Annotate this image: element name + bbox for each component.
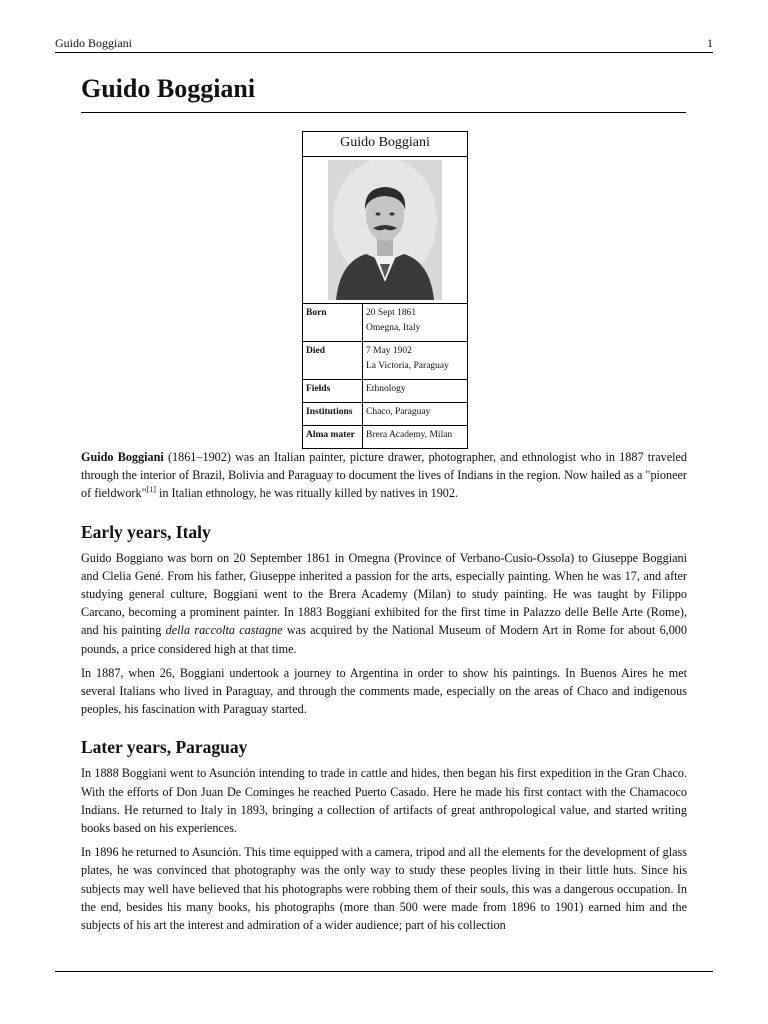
intro-paragraph (81, 448, 687, 503)
page-number: 1 (707, 36, 713, 50)
section-heading-early-years: Early years, Italy (81, 521, 211, 542)
infobox-value (363, 342, 467, 379)
infobox-label: Fields (303, 380, 363, 402)
early-paragraph-1 (81, 549, 687, 658)
infobox-value (363, 304, 467, 341)
infobox-row-died (303, 342, 467, 380)
early-text-b: was acquired by the National Museum of Modern Art in Rome for about 6,000 pounds, a price considered high at that time. (81, 623, 687, 656)
infobox (302, 131, 468, 449)
infobox-label: Alma mater (303, 426, 363, 448)
institutions-value[interactable]: Chaco, Paraguay (366, 407, 431, 417)
footer-divider (55, 971, 713, 972)
alma-mater-value[interactable]: Brera Academy, Milan (366, 430, 453, 440)
died-place: La Victoria, Paraguay (366, 361, 449, 371)
infobox-row-alma-mater (303, 426, 467, 448)
infobox-label: Institutions (303, 403, 363, 425)
early-paragraph-2: In 1887, when 26, Boggiani undertook a journey to Argentina in order to show his paintings. In Buenos Aires he met several Italians who lived in Paraguay, and through the comments made, especially on the areas of Chaco and indigenous peoples, his fascination with Paraguay started. (81, 665, 687, 717)
later-paragraph-1: In 1888 Boggiani went to Asunción intending to trade in cattle and hides, then began his first expedition in the Gran Chaco. With the efforts of Don Juan De Cominges he reached Puerto Casado. Here he made his first contact with the Chamacoco Indians. He returned to Italy in 1893, bringing a collection of artifacts of great anthropological value, and started writing books based on his experiences. (81, 766, 687, 836)
citation-link[interactable]: [1] (146, 485, 156, 495)
died-date: 7 May 1902 (366, 346, 412, 356)
section-heading-later-years: Later years, Paraguay (81, 737, 248, 758)
fields-value[interactable]: Ethnology (366, 384, 406, 394)
infobox-label: Died (303, 342, 363, 379)
infobox-row-born (303, 304, 467, 342)
infobox-label: Born (303, 304, 363, 341)
intro-text: (1861–1902) was an Italian painter, picture drawer, photographer, and ethnologist who in 1887 traveled through the interior of Brazil, Bolivia and Paraguay to document the lives of Indians in the region. Now hailed as a "pioneer of fieldwork" (81, 450, 687, 501)
title-divider (81, 112, 686, 113)
infobox-row-institutions (303, 403, 467, 426)
intro-name: Guido Boggiani (81, 450, 164, 464)
early-text-a: Guido Boggiano was born on 20 September 1861 in Omegna (Province of Verbano-Cusio-Ossola) to Giuseppe Boggiani and Clelia Gené. From his father, Giuseppe inherited a passion for the arts, especially painting. When he was 17, and after studying general culture, Boggiani went to the Brera Academy (Milan) to study painting. He was taught by Filippo Carcano, becoming a prominent painter. In 1883 Boggiani exhibited for the first time in Palazzo delle Belle Arte (Rome), and his painting (81, 550, 687, 638)
intro-text-end: in Italian ethnology, he was ritually killed by natives in 1902. (155, 486, 459, 501)
born-date: 20 Sept 1861 (366, 308, 417, 318)
article-body (81, 448, 687, 940)
running-header (55, 36, 713, 53)
infobox-row-fields (303, 380, 467, 403)
running-header-title: Guido Boggiani (55, 36, 132, 50)
infobox-title: Guido Boggiani (303, 132, 467, 157)
infobox-photo-cell (303, 157, 467, 304)
page-title: Guido Boggiani (81, 74, 256, 103)
portrait-photo[interactable] (328, 160, 442, 300)
later-paragraph-2: In 1896 he returned to Asunción. This time equipped with a camera, tripod and all the elements for the development of glass plates, he was convinced that photography was the only way to study these peoples living in their little huts. Since his subjects may well have believed that his photographs were robbing them of their souls, this was a dangerous occupation. In the end, besides his many books, his photographs (more than 500 were made from 1896 to 1901) earned him and the subjects of his art the interest and admiration of a wider audience; part of his collection (81, 845, 687, 933)
born-place: Omegna, Italy (366, 323, 421, 333)
painting-title: della raccolta castagne (165, 623, 283, 638)
